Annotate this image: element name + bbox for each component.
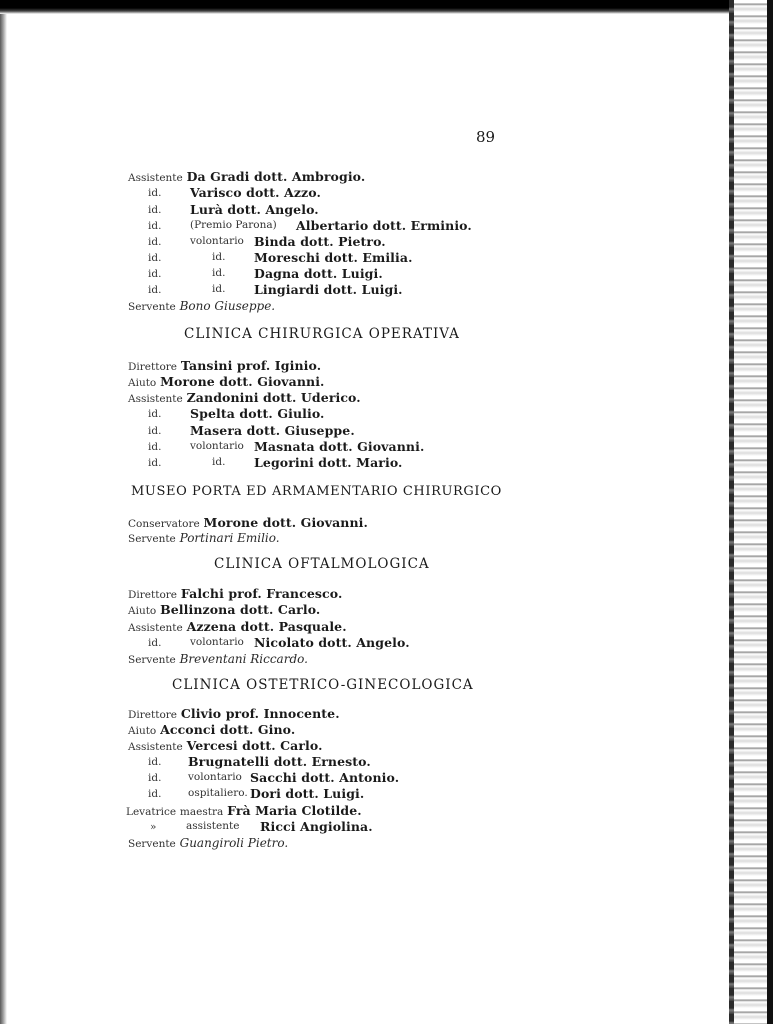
section-heading: CLINICA OFTALMOLOGICA bbox=[214, 556, 430, 572]
staff-role-detail: (Premio Parona) bbox=[190, 219, 277, 231]
staff-role-detail: volontario bbox=[188, 771, 242, 783]
staff-role: Aiuto bbox=[128, 725, 157, 737]
staff-line bbox=[148, 234, 386, 250]
staff-name: Guangiroli Pietro. bbox=[179, 836, 289, 850]
staff-name: Lingiardi dott. Luigi. bbox=[254, 282, 403, 297]
staff-role-detail: id. bbox=[212, 251, 226, 263]
staff-line bbox=[126, 803, 362, 820]
staff-role: Assistente bbox=[128, 622, 183, 634]
staff-name: Acconci dott. Gino. bbox=[160, 722, 296, 737]
staff-role: id. bbox=[148, 187, 162, 199]
staff-role: Servente bbox=[128, 301, 176, 313]
staff-line bbox=[128, 299, 275, 315]
staff-line bbox=[148, 786, 365, 802]
staff-role-detail: id. bbox=[212, 283, 226, 295]
section-heading: CLINICA OSTETRICO-GINECOLOGICA bbox=[172, 677, 474, 693]
staff-line bbox=[128, 836, 288, 852]
staff-line bbox=[148, 406, 325, 422]
staff-role: id. bbox=[148, 756, 162, 768]
staff-role: id. bbox=[148, 204, 162, 216]
staff-name: Morone dott. Giovanni. bbox=[203, 515, 368, 530]
staff-role: Assistente bbox=[128, 172, 183, 184]
staff-role-detail: ospitaliero. bbox=[188, 787, 248, 799]
staff-role-detail: volontario bbox=[190, 636, 244, 648]
staff-name: Zandonini dott. Uderico. bbox=[186, 390, 361, 405]
staff-role: Assistente bbox=[128, 741, 183, 753]
section-heading: CLINICA CHIRURGICA OPERATIVA bbox=[184, 326, 460, 342]
staff-name: Tansini prof. Iginio. bbox=[180, 358, 322, 373]
staff-line bbox=[148, 770, 400, 786]
staff-line bbox=[148, 423, 355, 439]
staff-line bbox=[148, 282, 403, 298]
staff-name: Da Gradi dott. Ambrogio. bbox=[186, 169, 366, 184]
staff-role: Direttore bbox=[128, 589, 178, 601]
staff-name: Bellinzona dott. Carlo. bbox=[160, 602, 321, 617]
staff-name: Spelta dott. Giulio. bbox=[190, 406, 325, 421]
staff-line bbox=[128, 652, 308, 668]
staff-name: Albertario dott. Erminio. bbox=[296, 218, 472, 233]
staff-name: Legorini dott. Mario. bbox=[254, 455, 403, 470]
staff-line bbox=[128, 515, 368, 532]
staff-role: id. bbox=[148, 220, 162, 232]
staff-name: Masera dott. Giuseppe. bbox=[190, 423, 355, 438]
staff-line bbox=[148, 266, 383, 282]
staff-name: Dagna dott. Luigi. bbox=[254, 266, 383, 281]
staff-name: Falchi prof. Francesco. bbox=[180, 586, 343, 601]
staff-role: id. bbox=[148, 408, 162, 420]
staff-name: Nicolato dott. Angelo. bbox=[254, 635, 410, 650]
staff-name: Ricci Angiolina. bbox=[260, 819, 373, 834]
staff-line bbox=[148, 439, 425, 455]
staff-line bbox=[128, 738, 323, 755]
staff-role: » bbox=[150, 821, 157, 833]
staff-name: Varisco dott. Azzo. bbox=[190, 185, 321, 200]
staff-line bbox=[148, 250, 413, 266]
staff-line bbox=[128, 169, 365, 186]
staff-line bbox=[128, 374, 325, 391]
staff-role: Direttore bbox=[128, 709, 178, 721]
staff-name: Frà Maria Clotilde. bbox=[227, 803, 362, 818]
staff-role: Aiuto bbox=[128, 377, 157, 389]
staff-line bbox=[128, 586, 342, 603]
staff-line bbox=[148, 455, 403, 471]
staff-line bbox=[128, 531, 280, 547]
staff-role: Aiuto bbox=[128, 605, 157, 617]
staff-name: Sacchi dott. Antonio. bbox=[250, 770, 400, 785]
staff-name: Breventani Riccardo. bbox=[179, 652, 308, 666]
staff-name: Brugnatelli dott. Ernesto. bbox=[188, 754, 371, 769]
staff-role: id. bbox=[148, 788, 162, 800]
staff-role: Direttore bbox=[128, 361, 178, 373]
staff-role-detail: volontario bbox=[190, 235, 244, 247]
staff-line bbox=[128, 358, 321, 375]
staff-name: Moreschi dott. Emilia. bbox=[254, 250, 413, 265]
staff-line bbox=[150, 819, 373, 835]
staff-line bbox=[128, 706, 340, 723]
staff-role: Servente bbox=[128, 654, 176, 666]
staff-line bbox=[148, 218, 472, 234]
staff-line bbox=[128, 390, 361, 407]
staff-role-detail: id. bbox=[212, 267, 226, 279]
staff-role-detail: maestra bbox=[179, 806, 224, 818]
staff-name: Morone dott. Giovanni. bbox=[160, 374, 325, 389]
staff-line bbox=[128, 619, 347, 636]
staff-role: Servente bbox=[128, 838, 176, 850]
staff-name: Binda dott. Pietro. bbox=[254, 234, 386, 249]
staff-line bbox=[128, 602, 320, 619]
staff-line bbox=[148, 185, 321, 201]
staff-line bbox=[148, 754, 371, 770]
staff-name: Masnata dott. Giovanni. bbox=[254, 439, 425, 454]
staff-role: Levatrice bbox=[126, 806, 177, 818]
staff-name: Lurà dott. Angelo. bbox=[190, 202, 319, 217]
staff-name: Dori dott. Luigi. bbox=[250, 786, 365, 801]
staff-line bbox=[128, 722, 295, 739]
staff-name: Azzena dott. Pasquale. bbox=[186, 619, 347, 634]
staff-line bbox=[148, 202, 319, 218]
staff-role: id. bbox=[148, 772, 162, 784]
staff-role: id. bbox=[148, 637, 162, 649]
staff-role-detail: id. bbox=[212, 456, 226, 468]
staff-role-detail: assistente bbox=[186, 820, 240, 832]
staff-role-detail: volontario bbox=[190, 440, 244, 452]
page-number: 89 bbox=[476, 128, 496, 146]
staff-role: Conservatore bbox=[128, 518, 200, 530]
staff-role: id. bbox=[148, 252, 162, 264]
staff-name: Portinari Emilio. bbox=[179, 531, 280, 545]
staff-role: id. bbox=[148, 268, 162, 280]
staff-role: Servente bbox=[128, 533, 176, 545]
staff-role: id. bbox=[148, 457, 162, 469]
staff-role: id. bbox=[148, 441, 162, 453]
staff-name: Clivio prof. Innocente. bbox=[180, 706, 340, 721]
section-heading: MUSEO PORTA ED ARMAMENTARIO CHIRURGICO bbox=[131, 484, 502, 499]
staff-line bbox=[148, 635, 410, 651]
staff-role: id. bbox=[148, 236, 162, 248]
staff-name: Vercesi dott. Carlo. bbox=[186, 738, 323, 753]
staff-name: Bono Giuseppe. bbox=[179, 299, 276, 313]
staff-role: id. bbox=[148, 284, 162, 296]
staff-role: id. bbox=[148, 425, 162, 437]
staff-role: Assistente bbox=[128, 393, 183, 405]
